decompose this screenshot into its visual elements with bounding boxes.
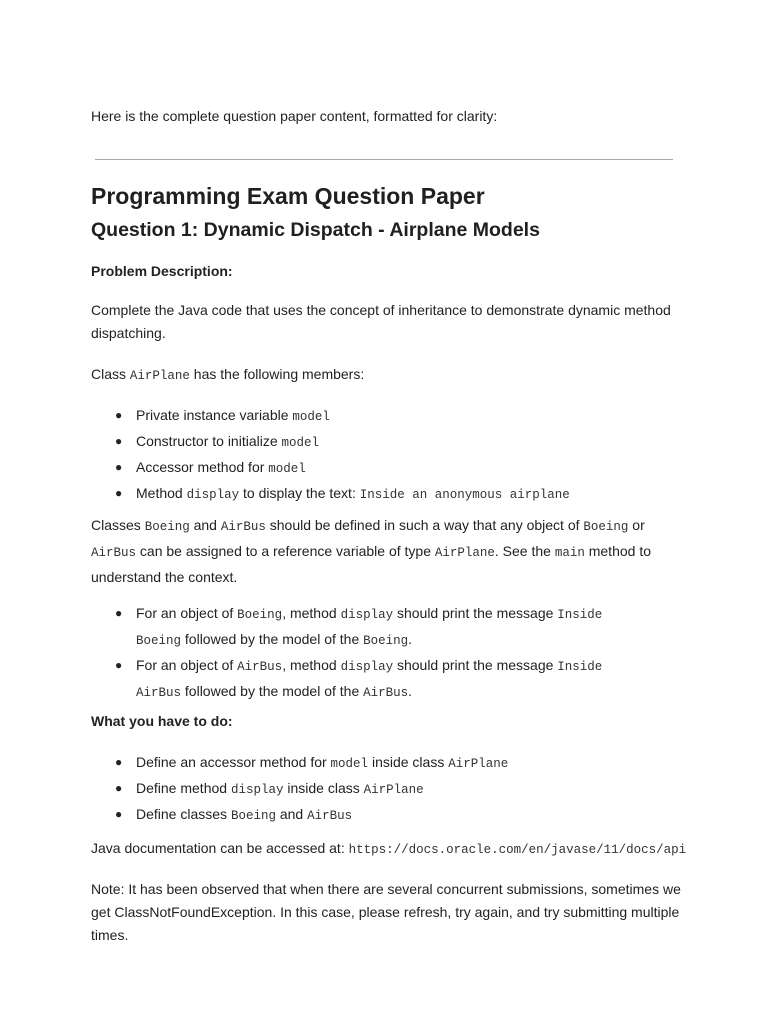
inline-code: AirBus (363, 686, 409, 700)
paragraph-text: Classes (91, 517, 145, 533)
bullet-icon: ● (115, 434, 123, 448)
item-text: followed by the model of the (181, 631, 364, 647)
members-intro-pre: Class (91, 366, 130, 382)
paragraph-text: should be defined in such a way that any object of (265, 517, 584, 533)
member-code: model (281, 436, 320, 450)
item-text: inside class (283, 780, 364, 796)
item-text: followed by the model of the (181, 683, 364, 699)
note-text: Note: It has been observed that when there are several concurrent submissions, sometimes we get ClassNotFoundException. In this case, please refresh, try again, and try submitting multiple times. (91, 881, 681, 943)
member-text: to display the text: (239, 485, 360, 501)
inline-code: display (230, 783, 284, 797)
item-text: . (408, 631, 413, 647)
bullet-icon: ● (115, 606, 123, 620)
horizontal-divider (95, 159, 673, 160)
classes-paragraph (91, 513, 680, 589)
paragraph-text: can be assigned to a reference variable of type (136, 543, 435, 559)
docs-url: https://docs.oracle.com/en/javase/11/docs/api (348, 843, 687, 857)
item-text: should print the message (393, 657, 558, 673)
list-item (91, 403, 680, 429)
bullet-icon: ● (115, 807, 123, 821)
paragraph-text: method to understand the context. (91, 543, 651, 585)
display-behaviour-list (91, 601, 648, 705)
inline-code: AirBus (220, 520, 266, 534)
bullet-icon: ● (115, 460, 123, 474)
bullet-icon: ● (115, 755, 123, 769)
member-text: Accessor method for (136, 459, 269, 475)
item-text: Define classes (136, 806, 231, 822)
inline-code: AirBus (237, 660, 283, 674)
inline-code: AirBus (307, 809, 353, 823)
inline-code: AirPlane (434, 546, 495, 560)
inline-code: AirPlane (363, 783, 424, 797)
bullet-icon: ● (115, 781, 123, 795)
question-title: Question 1: Dynamic Dispatch - Airplane Models (91, 219, 540, 241)
inline-code: Boeing (144, 520, 190, 534)
list-item (91, 750, 680, 776)
inline-code: Boeing (363, 634, 409, 648)
inline-code: Boeing (583, 520, 629, 534)
intro-text: Here is the complete question paper content, formatted for clarity: (91, 108, 498, 124)
item-text: should print the message (393, 605, 558, 621)
inline-code: Boeing (237, 608, 283, 622)
members-intro (91, 363, 680, 388)
member-text: Method (136, 485, 187, 501)
inline-code: model (330, 757, 369, 771)
problem-description-label: Problem Description: (91, 263, 233, 279)
member-code: display (186, 488, 240, 502)
item-text: , method (282, 657, 341, 673)
docs-text: Java documentation can be accessed at: (91, 840, 349, 856)
member-code: model (292, 410, 330, 424)
inline-code: display (340, 608, 394, 622)
paragraph-text: and (189, 517, 221, 533)
member-text: Constructor to initialize (136, 433, 282, 449)
docs-line (91, 837, 708, 862)
list-item (91, 601, 648, 653)
item-text: inside class (368, 754, 449, 770)
todo-label: What you have to do: (91, 713, 233, 729)
paragraph-text: or (628, 517, 645, 533)
bullet-icon: ● (115, 408, 123, 422)
members-intro-post: has the following members: (189, 366, 365, 382)
todo-list (91, 750, 680, 828)
inline-code: Boeing (230, 809, 276, 823)
list-item (91, 802, 680, 828)
inline-code: Inside AirBus (136, 660, 603, 700)
list-item (91, 776, 680, 802)
list-item (91, 481, 680, 507)
item-text: For an object of (136, 657, 238, 673)
inline-code: Inside Boeing (136, 608, 603, 648)
item-text: For an object of (136, 605, 238, 621)
item-text: Define an accessor method for (136, 754, 331, 770)
bullet-icon: ● (115, 486, 123, 500)
item-text: Define method (136, 780, 231, 796)
paragraph-text: . See the (494, 543, 555, 559)
inline-code: main (554, 546, 585, 560)
bullet-icon: ● (115, 658, 123, 672)
item-text: and (275, 806, 308, 822)
member-code: model (268, 462, 306, 476)
list-item (91, 429, 680, 455)
item-text: , method (282, 605, 341, 621)
list-item (91, 653, 648, 705)
members-intro-class: AirPlane (129, 369, 190, 383)
member-code: Inside an anonymous airplane (359, 488, 570, 502)
problem-description-text: Complete the Java code that uses the concept of inheritance to demonstrate dynamic method dispatching. (91, 302, 671, 341)
members-list (91, 403, 680, 507)
list-item (91, 455, 680, 481)
inline-code: display (340, 660, 394, 674)
page-title: Programming Exam Question Paper (91, 183, 485, 209)
inline-code: AirPlane (448, 757, 509, 771)
member-text: Private instance variable (136, 407, 293, 423)
inline-code: AirBus (91, 546, 137, 560)
item-text: . (408, 683, 413, 699)
